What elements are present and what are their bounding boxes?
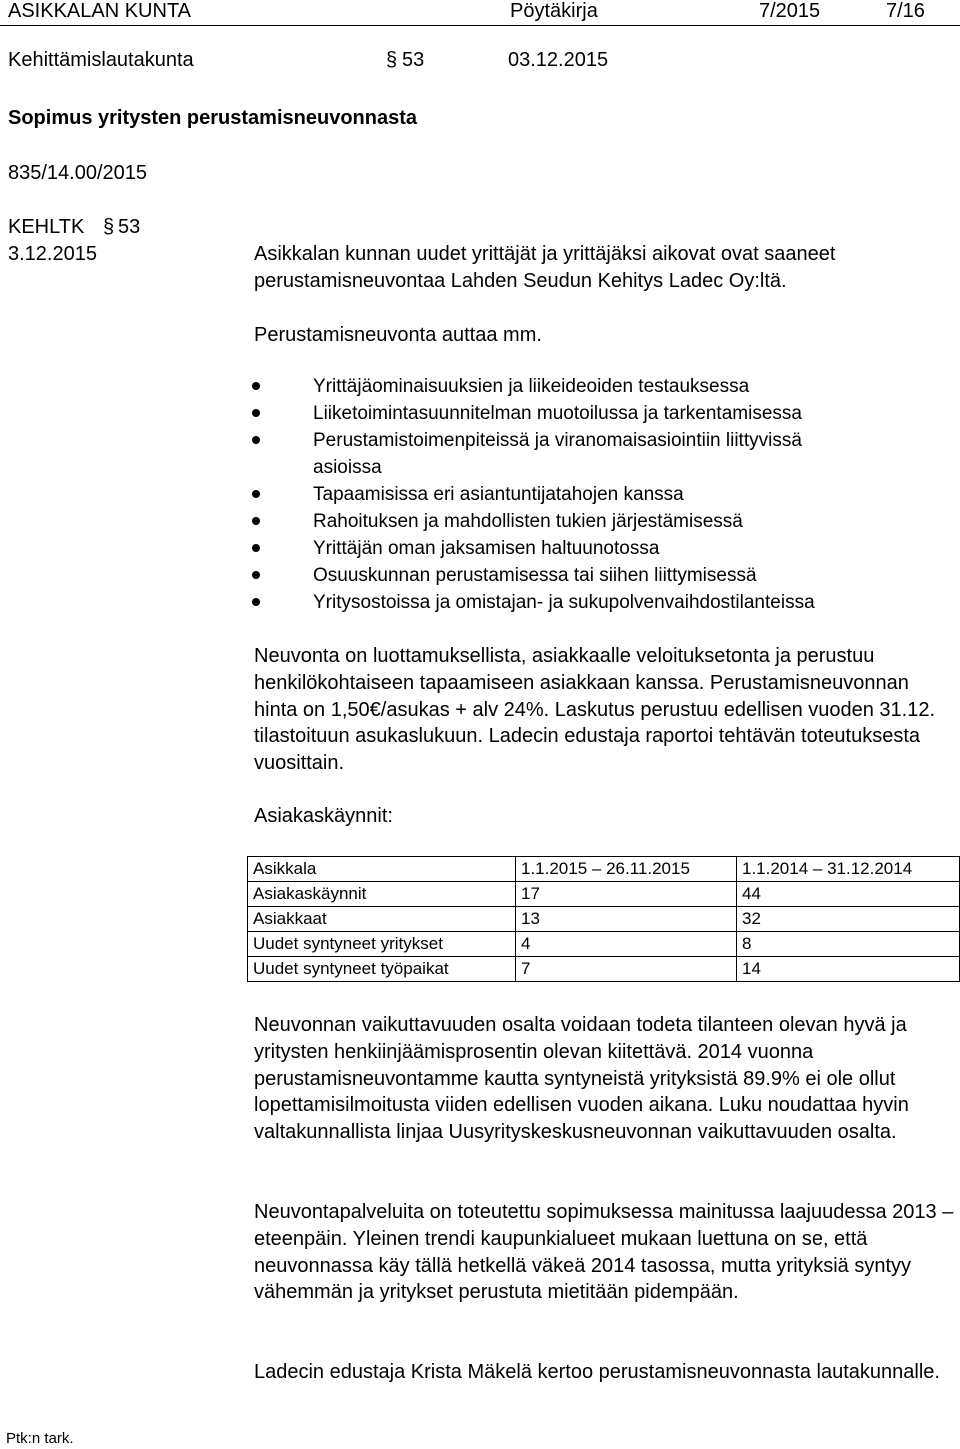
meeting-date: 03.12.2015	[508, 49, 609, 71]
help-bullet-list	[240, 373, 940, 616]
table-row	[248, 857, 960, 882]
table-cell: 1.1.2015 – 26.11.2015	[516, 857, 737, 882]
list-item: Liiketoimintasuunnitelman muotoilussa ja tarkentamisessa	[240, 400, 940, 427]
bullet-icon	[252, 571, 260, 579]
list-item: Yrittäjäominaisuuksien ja liikeideoiden testauksessa	[240, 373, 940, 400]
table-cell: 1.1.2014 – 31.12.2014	[737, 857, 960, 882]
table-cell: 17	[516, 882, 737, 907]
list-item: Rahoituksen ja mahdollisten tukien järjestämisessä	[240, 508, 940, 535]
table-row	[248, 932, 960, 957]
list-item: Osuuskunnan perustamisessa tai siihen liittymisessä	[240, 562, 940, 589]
header-doc-number: 7/2015	[759, 0, 821, 22]
footer-initials-label: Ptk:n tark.	[6, 1430, 74, 1447]
lead-text: Perustamisneuvonta auttaa mm.	[254, 324, 542, 346]
table-cell: 44	[737, 882, 960, 907]
case-ref-date: 3.12.2015	[8, 243, 97, 265]
bullet-icon	[252, 598, 260, 606]
case-ref-label: KEHLTK	[8, 216, 85, 238]
visits-heading: Asiakaskäynnit:	[254, 805, 393, 827]
header-doc-type: Pöytäkirja	[510, 0, 598, 22]
pricing-paragraph: Neuvonta on luottamuksellista, asiakkaalle veloituksetonta ja perustuu henkilökohtaiseen tapaamiseen asiakkaan kanssa. Perustamisneuvonnan hinta on 1,50€/asukas + alv 24%. Laskutus perustuu edellisen vuoden 31.12. tilastoituun asukaslukuun. Ladecin edustaja raportoi tehtävän toteutuksesta vuosittain.	[254, 645, 936, 775]
table-cell: Asiakkaat	[248, 907, 516, 932]
table-cell: 32	[737, 907, 960, 932]
table-cell: Asikkala	[248, 857, 516, 882]
table-cell: 13	[516, 907, 737, 932]
table-cell: Uudet syntyneet työpaikat	[248, 957, 516, 982]
record-number: 835/14.00/2015	[8, 162, 148, 184]
list-item: Tapaamisissa eri asiantuntijatahojen kanssa	[240, 481, 940, 508]
list-item: Yritysostoissa ja omistajan- ja sukupolvenvaihdostilanteissa	[240, 589, 940, 616]
table-cell: Asiakaskäynnit	[248, 882, 516, 907]
table-row	[248, 957, 960, 982]
service-paragraph: Neuvontapalveluita on toteutettu sopimuksessa mainitussa laajuudessa 2013 – eteenpäin. Yleinen trendi kaupunkialueet mukaan luettuna on se, että neuvonnassa käy tällä hetkellä väkeä 2014 tasossa, mutta yrityksiä syntyy vähemmän ja yritykset perustuta mietitään pidempään.	[254, 1201, 954, 1304]
bullet-icon	[252, 436, 260, 444]
header-page-number: 7/16	[886, 0, 925, 22]
case-ref-section-sign: §	[103, 216, 115, 238]
header-rule	[0, 25, 960, 26]
bullet-icon	[252, 490, 260, 498]
page-title: Sopimus yritysten perustamisneuvonnasta	[8, 107, 418, 129]
case-ref-section: 53	[118, 216, 141, 238]
table-cell: Uudet syntyneet yritykset	[248, 932, 516, 957]
list-item: Perustamistoimenpiteissä ja viranomaisasiointiin liittyvissä asioissa	[240, 427, 940, 481]
bullet-icon	[252, 517, 260, 525]
section-number: 53	[402, 49, 425, 71]
header-org: ASIKKALAN KUNTA	[8, 0, 192, 22]
committee-name: Kehittämislautakunta	[8, 49, 194, 71]
table-row	[248, 907, 960, 932]
bullet-icon	[252, 382, 260, 390]
closing-paragraph: Ladecin edustaja Krista Mäkelä kertoo perustamisneuvonnasta lautakunnalle.	[254, 1361, 940, 1383]
table-cell: 8	[737, 932, 960, 957]
table-row	[248, 882, 960, 907]
bullet-icon	[252, 544, 260, 552]
visits-table	[247, 856, 960, 982]
bullet-icon	[252, 409, 260, 417]
list-item: Yrittäjän oman jaksamisen haltuunotossa	[240, 535, 940, 562]
table-cell: 7	[516, 957, 737, 982]
intro-paragraph: Asikkalan kunnan uudet yrittäjät ja yrittäjäksi aikovat ovat saaneet perustamisneuvontaa Lahden Seudun Kehitys Ladec Oy:ltä.	[254, 243, 836, 292]
table-cell: 4	[516, 932, 737, 957]
table-cell: 14	[737, 957, 960, 982]
impact-paragraph: Neuvonnan vaikuttavuuden osalta voidaan todeta tilanteen olevan hyvä ja yritysten henkiinjäämisprosentin olevan kiitettävä. 2014 vuonna perustamisneuvontamme kautta syntyneistä yrityksistä 89.9% ei ole ollut lopettamisilmoitusta viiden edellisen vuoden aikana. Luku noudattaa hyvin valtakunnallista linjaa Uusyrityskeskusneuvonnan vaikuttavuuden osalta.	[254, 1014, 909, 1144]
section-sign: §	[386, 49, 398, 71]
